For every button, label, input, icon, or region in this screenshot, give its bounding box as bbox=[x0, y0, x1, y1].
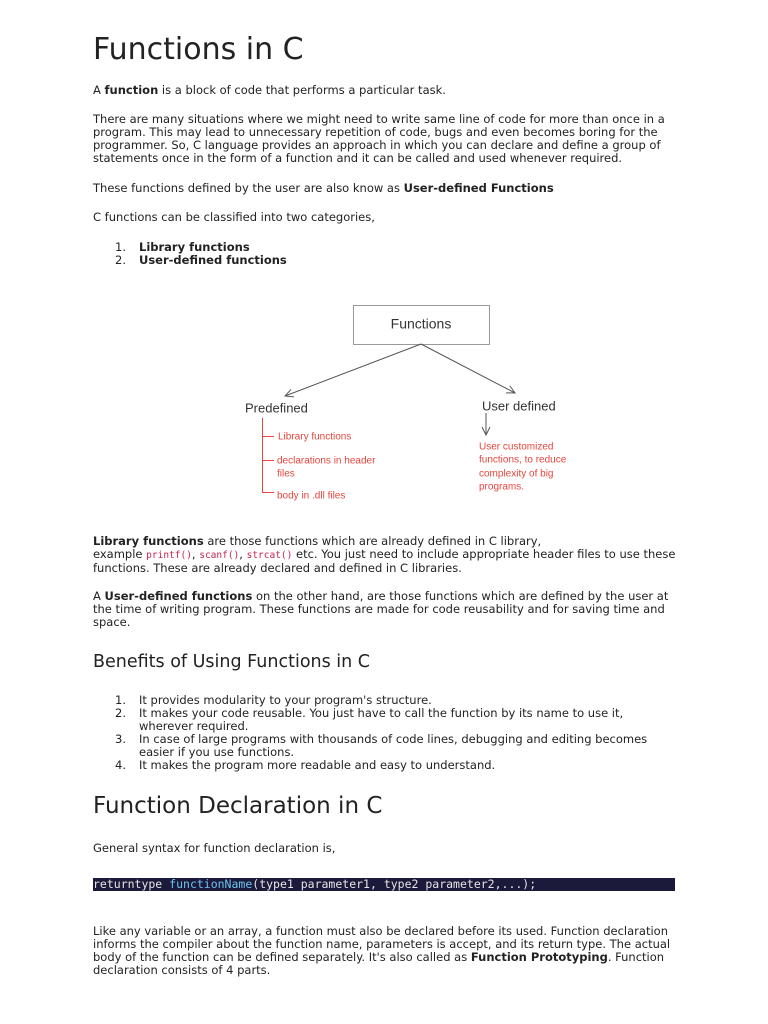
library-functions-item: Library functions bbox=[278, 431, 352, 443]
list-item bbox=[93, 254, 677, 267]
declaration-text-end: . Function declaration consists of 4 parts. bbox=[93, 950, 665, 977]
list-item-text: In case of large programs with thousands of code lines, debugging and editing becomes easier if you use functions. bbox=[139, 732, 648, 759]
user-defined-label: User defined bbox=[482, 398, 556, 414]
code-block bbox=[93, 878, 675, 891]
predefined-label: Predefined bbox=[245, 400, 308, 416]
intro-text-start: A bbox=[93, 83, 105, 97]
situations-paragraph: There are many situations where we might need to write same line of code for more than once in a program. This may lead to unnecessary repetition of code, bugs and even becomes boring for the programmer. So, C language provides an approach in which you can declare and define a group of statements once in the form of a function and it can be called and used whenever required. bbox=[93, 112, 665, 165]
inline-code-scanf: scanf() bbox=[199, 550, 240, 561]
user-defined-note-line: complexity of big bbox=[479, 468, 554, 480]
benefits-heading: Benefits of Using Functions in C bbox=[93, 652, 371, 672]
user-defined-term: User-defined functions bbox=[104, 589, 253, 603]
arrow-to-user-defined bbox=[421, 344, 515, 393]
functions-box-label: Functions bbox=[390, 315, 452, 332]
inline-code-printf: printf() bbox=[146, 550, 192, 561]
intro-text-end: is a block of code that performs a particular task. bbox=[158, 83, 446, 97]
library-functions-example-text: example bbox=[93, 547, 147, 561]
list-number: 1. bbox=[115, 240, 126, 254]
categories-list bbox=[93, 241, 677, 267]
separator: , bbox=[191, 547, 200, 561]
declaration-text-start: Like any variable or an array, a function must also be declared before its used. Function declaration informs the compiler about the function name, parameters is accept, and its return type. The actual body of the function can be defined separately. It's also called as bbox=[93, 924, 671, 964]
list-item bbox=[93, 733, 677, 759]
user-defined-note-term: User-defined Functions bbox=[403, 181, 554, 195]
list-item-text: It makes the program more readable and easy to understand. bbox=[139, 758, 496, 772]
benefits-list bbox=[93, 694, 677, 772]
intro-paragraph bbox=[93, 84, 677, 97]
list-number: 2. bbox=[115, 253, 126, 267]
library-functions-text: are those functions which are already defined in C library, bbox=[203, 534, 542, 548]
library-functions-text-end: etc. You just need to include appropriate header files to use these functions. These are already declared and defined in C libraries. bbox=[93, 547, 676, 575]
code-parameters: (type1 parameter1, type2 parameter2,...); bbox=[252, 878, 537, 891]
declaration-paragraph bbox=[93, 925, 677, 977]
arrow-to-predefined bbox=[285, 344, 421, 396]
declaration-heading: Function Declaration in C bbox=[93, 793, 383, 819]
list-item-label: Library functions bbox=[139, 240, 250, 254]
code-return-type: returntype bbox=[93, 878, 170, 891]
separator: , bbox=[239, 547, 247, 561]
intro-term: function bbox=[104, 83, 159, 97]
list-item-label: User-defined functions bbox=[139, 253, 287, 267]
user-defined-paragraph bbox=[93, 590, 677, 629]
syntax-intro: General syntax for function declaration is, bbox=[93, 841, 336, 855]
list-number: 1. bbox=[115, 693, 126, 707]
user-defined-text-start: A bbox=[93, 589, 105, 603]
list-number: 2. bbox=[115, 706, 126, 720]
list-number: 4. bbox=[115, 758, 126, 772]
list-number: 3. bbox=[115, 732, 126, 746]
inline-code-strcat: strcat() bbox=[246, 550, 293, 561]
declarations-item-line: files bbox=[277, 468, 295, 480]
code-function-name: functionName bbox=[169, 878, 253, 891]
user-defined-note-text: These functions defined by the user are also know as bbox=[93, 181, 404, 195]
list-item bbox=[93, 707, 677, 733]
function-prototyping-term: Function Prototyping bbox=[470, 950, 608, 964]
user-defined-text-end: on the other hand, are those functions which are defined by the user at the time of writing program. These functions are made for code reusability and for saving time and space. bbox=[93, 589, 669, 629]
list-item-text: It provides modularity to your program's structure. bbox=[139, 693, 432, 707]
list-item bbox=[93, 759, 677, 772]
library-functions-paragraph bbox=[93, 535, 677, 575]
categories-intro: C functions can be classified into two categories, bbox=[93, 210, 375, 224]
library-functions-term: Library functions bbox=[93, 534, 204, 548]
user-defined-note-line: functions, to reduce bbox=[479, 454, 567, 466]
list-item-text: It makes your code reusable. You just have to call the function by its name to use it, wherever required. bbox=[139, 706, 624, 733]
body-dll-item: body in .dll files bbox=[277, 490, 346, 502]
declarations-item-line: declarations in header bbox=[277, 455, 376, 467]
user-defined-note-line: programs. bbox=[479, 481, 525, 493]
functions-diagram bbox=[230, 295, 590, 510]
user-defined-note-line: User customized bbox=[479, 441, 554, 453]
page-title: Functions in C bbox=[93, 32, 304, 67]
user-defined-note bbox=[93, 182, 677, 195]
